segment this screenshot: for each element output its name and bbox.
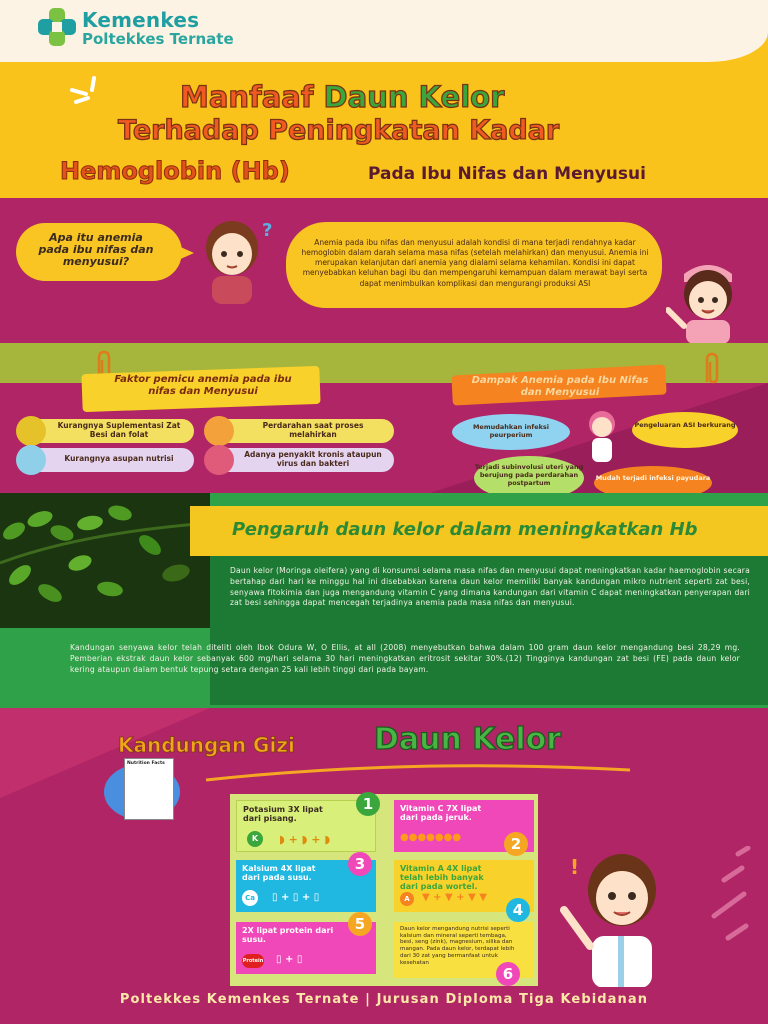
answer-text: Anemia pada ibu nifas dan menyusui adalah kondisi di mana terjadi rendahnya kadar hemoglobin dalam darah selama masa nifas (setelah melahirkan) dan menyusui. Anemia ini merupakan kelanjutan dari anemia yang dialami selama kehamilan. Kondisi ini dapat menyebabkan keluhan bagi ibu dan mempengaruhi kemampuan dalam merawat bayi serta dapat menimbulkan komplikasi dan mengurangi produksi ASI: [301, 238, 649, 288]
potassium-badge: K: [247, 831, 263, 847]
svg-text:?: ?: [262, 220, 273, 241]
carrot-icon: ▼ + ▼ + ▼ ▼: [422, 892, 487, 903]
girl-thinking-icon: [196, 214, 276, 306]
card-number-4: 4: [506, 898, 530, 922]
factor-item-text: Kurangnya Suplementasi Zat Besi dan folat: [57, 421, 181, 439]
impact-item-subinvolution: Terjadi subinvolusi uteri yang berujung pada perdarahan postpartum: [474, 456, 584, 500]
nutrition-facts-label: [124, 758, 174, 820]
milk-glass-icon: ▯ + ▯ + ▯: [272, 892, 320, 903]
nutrition-title-b: Daun Kelor: [374, 722, 562, 757]
factor-item-disease: [210, 448, 394, 472]
supplement-icon: [16, 416, 46, 446]
card-number-5: 5: [348, 912, 372, 936]
decorative-dashes-icon: [696, 846, 756, 946]
factor-item-nutrition: [22, 448, 194, 472]
nutrition-title-a: Kandungan Gizi: [118, 733, 295, 757]
blood-drop-icon: [204, 416, 234, 446]
card-number-6: 6: [496, 962, 520, 986]
impact-title: Dampak Anemia pada Ibu Nifas dan Menyusui: [471, 375, 649, 398]
calcium-badge: Ca: [242, 890, 258, 906]
vitamin-a-badge: A: [400, 892, 414, 906]
title-subtitle: Pada Ibu Nifas dan Menyusui: [368, 164, 646, 184]
sparkle-decoration-icon: [66, 72, 116, 112]
kelor-effect-title: Pengaruh daun kelor dalam meningkatkan Hb: [232, 519, 698, 540]
card-potassium-text: Potasium 3X lipat dari pisang.: [243, 805, 323, 824]
kelor-paragraph-2: Kandungan senyawa kelor telah diteliti oleh Ibok Odura W, O Ellis, at all (2008) menyebutkan bahwa dalam 100 gram daun kelor mengandung besi 28,29 mg. Pemberian ekstrak daun kelor sebanyak 600 mg/hari selama 30 hari meningkatkan eritrosit sekitar 30%.(12) Tingginya kandungan zat besi (FE) pada daun kelor kering ataupun dalam bentuk tepung setara dengan 25 kali lebih tinggi dari pada bayam.: [70, 643, 740, 674]
kemenkes-logo-icon: [36, 6, 78, 48]
factor-item-bleeding: [210, 419, 394, 443]
card-number-2: 2: [504, 832, 528, 856]
orange-fruit-icon: ●●●●●●●: [400, 832, 462, 843]
factor-title: Faktor pemicu anemia pada ibu nifas dan Menyusui: [114, 374, 292, 397]
brand-name: Kemenkes: [82, 8, 200, 32]
card-minerals-text: Daun kelor mengandung nutrisi seperti kalsium dan mineral seperti tembaga, besi, seng (zink), magnesium, silika dan mangan. Pada daun kelor, terdapat lebih dari 30 zat yang bermanfaat untuk kesehatan: [400, 926, 515, 966]
title-hemoglobin: Hemoglobin (Hb): [60, 157, 290, 185]
card-calcium-text: Kalsium 4X lipat dari pada susu.: [242, 864, 316, 883]
kelor-paragraph-1: Daun kelor (Moringa oleifera) yang di konsumsi selama masa nifas dan menyusui dapat meningkatkan kadar haemoglobin secara bertahap dari hari ke minggu hal ini disebabkan karena daun kelor memiliki banyak kandungan mikro nutrient seperti zat besi, senyawa fitokimia dan juga mengandung vitamin C yang dimana kandungan dari vitamin C dapat meningkatkan penyerapan dari zat besi sehingga dapat mencegah terjadinya anemia pada masa nifas dan menyusui.: [230, 566, 750, 608]
title-line1: [180, 80, 504, 114]
title-line2: Terhadap Peningkatan Kadar: [118, 115, 560, 146]
nurse-small-icon: [582, 408, 622, 464]
protein-badge: Protein: [242, 954, 264, 968]
swoosh-underline-icon: [200, 754, 640, 784]
factor-item-text: Adanya penyakit kronis ataupun virus dan bakteri: [244, 450, 382, 468]
impact-item-infection: Memudahkan infeksi peurperium: [452, 414, 570, 450]
question-text: Apa itu anemia pada ibu nifas dan menyusui?: [38, 231, 154, 269]
nurse-icon: [666, 258, 748, 344]
nutrition-grid: [230, 794, 538, 986]
banana-icon: ◗ + ◗ + ◗: [279, 833, 331, 846]
factor-item-text: Kurangnya asupan nutrisi: [64, 454, 174, 463]
card-vitamin-a-text: Vitamin A 4X lipat telah lebih banyak dari pada wortel.: [400, 864, 484, 892]
moringa-leaves-photo: [0, 493, 210, 628]
brand-subname: Poltekkes Ternate: [82, 30, 234, 48]
food-plate-icon: [16, 445, 46, 475]
card-number-3: 3: [348, 852, 372, 876]
card-number-1: 1: [356, 792, 380, 816]
virus-icon: [204, 445, 234, 475]
card-vitamin-c-text: Vitamin C 7X lipat dari pada jeruk.: [400, 804, 482, 823]
card-potassium: [236, 800, 376, 852]
nurse-pointing-icon: [560, 850, 670, 988]
impact-item-mastitis: Mudah terjadi infeksi payudara: [594, 466, 712, 500]
title-line1-prefix: Manfaaf: [180, 80, 324, 114]
footer-text: Poltekkes Kemenkes Ternate | Jurusan Diploma Tiga Kebidanan: [119, 992, 649, 1007]
impact-item-breastmilk: Pengeluaran ASI berkurang: [632, 412, 738, 448]
svg-text:!: !: [570, 855, 580, 879]
paperclip-icon: [700, 352, 722, 386]
moringa-leaf-icon: [0, 493, 210, 628]
card-protein-text: 2X lipat protein dari susu.: [242, 926, 334, 945]
nutrition-facts-text: Nutrition Facts: [127, 761, 165, 766]
milk-glass-icon: ▯ + ▯: [276, 954, 303, 965]
title-daun-kelor: Daun Kelor: [323, 80, 505, 114]
factor-item-text: Perdarahan saat proses melahirkan: [262, 421, 364, 439]
factor-item-iron: [22, 419, 194, 443]
